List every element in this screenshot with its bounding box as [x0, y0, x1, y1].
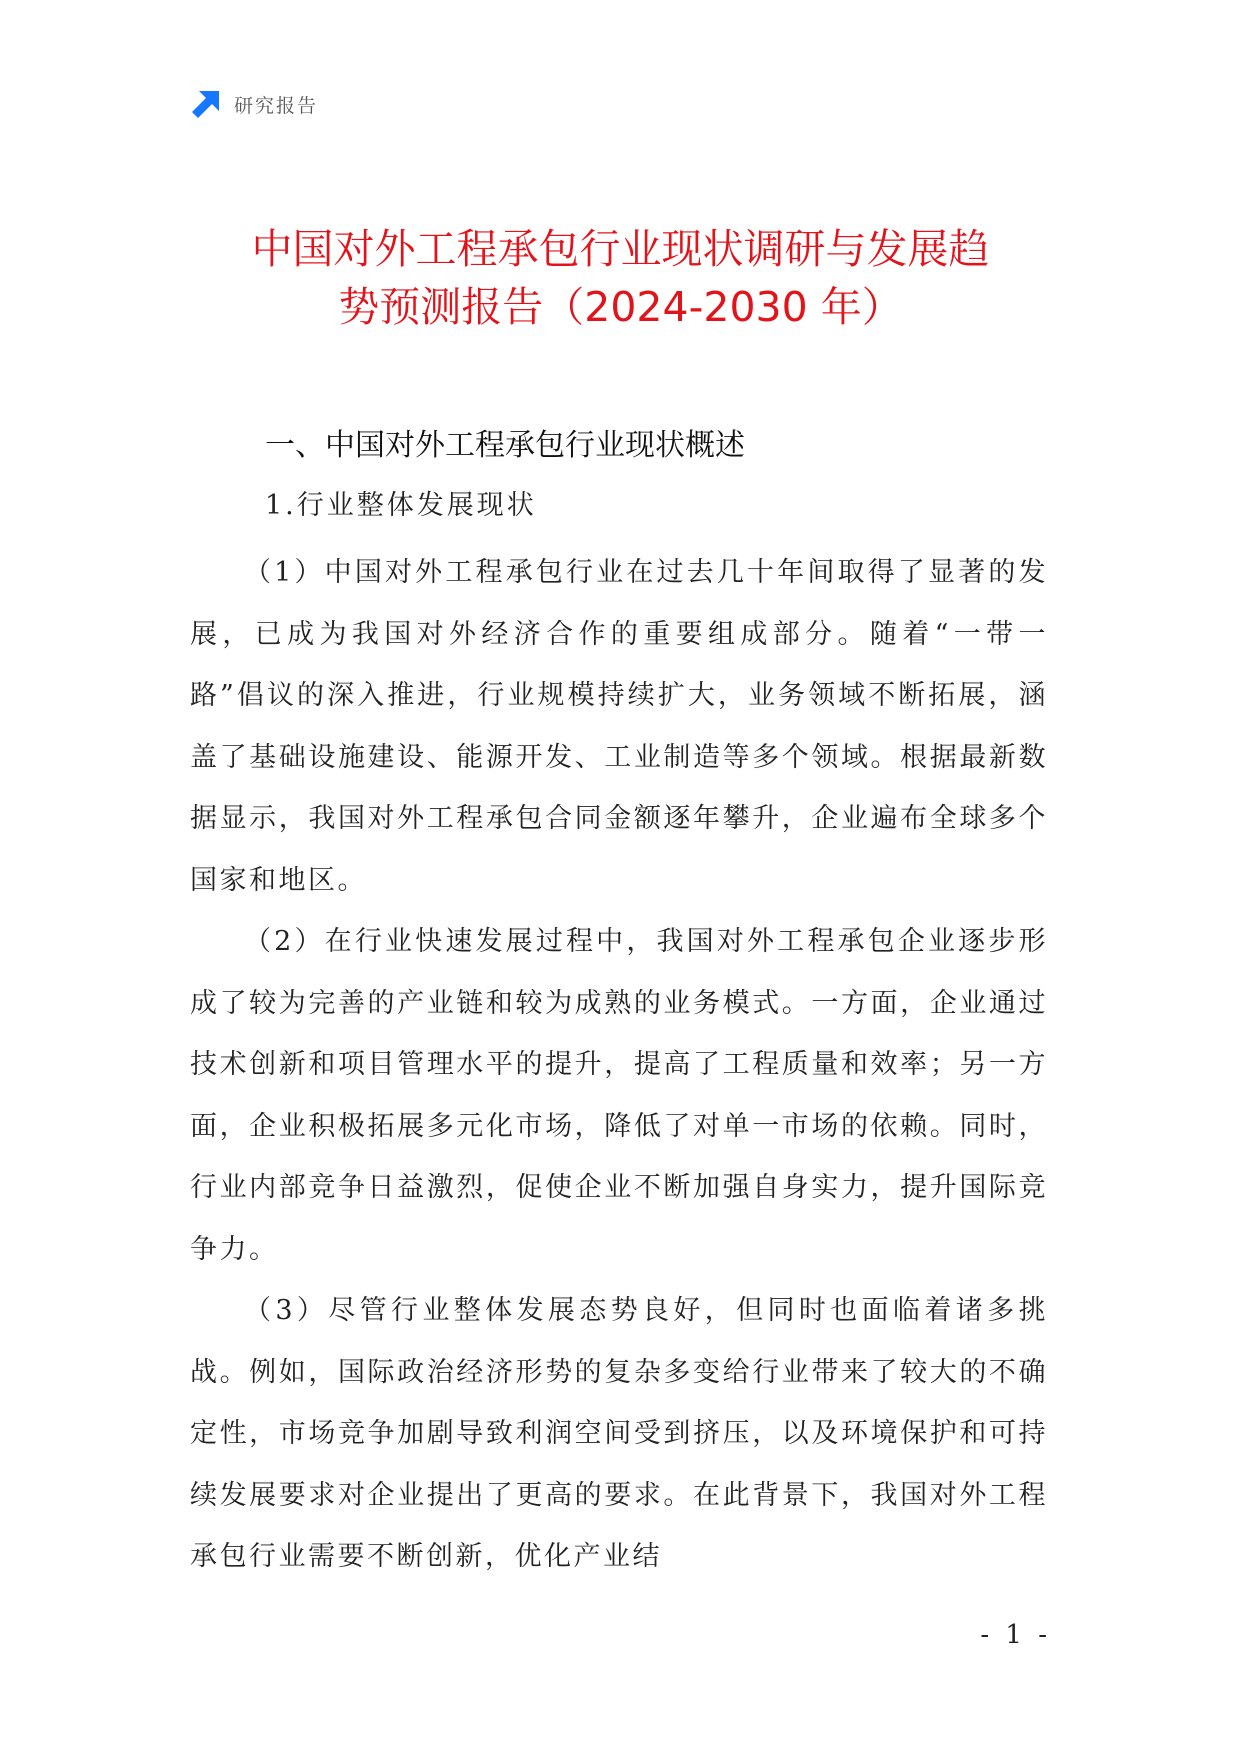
page-number: - 1 -	[980, 1620, 1051, 1650]
paragraph-2: （2）在行业快速发展过程中，我国对外工程承包企业逐步形成了较为完善的产业链和较为成熟的业务模式。一方面，企业通过技术创新和项目管理水平的提升，提高了工程质量和效率；另一方面，企业积极拓展多元化市场，降低了对单一市场的依赖。同时，行业内部竞争日益激烈，促使企业不断加强自身实力，提升国际竞争力。	[190, 926, 1048, 1265]
report-header	[190, 88, 318, 120]
paragraph-3: （3）尽管行业整体发展态势良好，但同时也面临着诸多挑战。例如，国际政治经济形势的复杂多变给行业带来了较大的不确定性，市场竞争加剧导致利润空间受到挤压，以及环境保护和可持续发展要求对企业提出了更高的要求。在此背景下，我国对外工程承包行业需要不断创新，优化产业结	[190, 1295, 1048, 1572]
section-heading: 一、中国对外工程承包行业现状概述	[265, 428, 745, 463]
title-line-2: 势预测报告（2024-2030 年）	[338, 283, 903, 331]
body-text	[190, 542, 1048, 1588]
header-label: 研究报告	[234, 94, 319, 117]
title-line-1: 中国对外工程承包行业现状调研与发展趋	[251, 225, 990, 273]
arrow-logo-icon	[190, 88, 222, 120]
document-title	[150, 220, 1091, 336]
paragraph-1: （1）中国对外工程承包行业在过去几十年间取得了显著的发展，已成为我国对外经济合作的重要组成部分。随着“一带一路”倡议的深入推进，行业规模持续扩大，业务领域不断拓展，涵盖了基础设施建设、能源开发、工业制造等多个领域。根据最新数据显示，我国对外工程承包合同金额逐年攀升，企业遍布全球多个国家和地区。	[190, 557, 1048, 896]
subsection-heading: 1.行业整体发展现状	[265, 490, 537, 521]
